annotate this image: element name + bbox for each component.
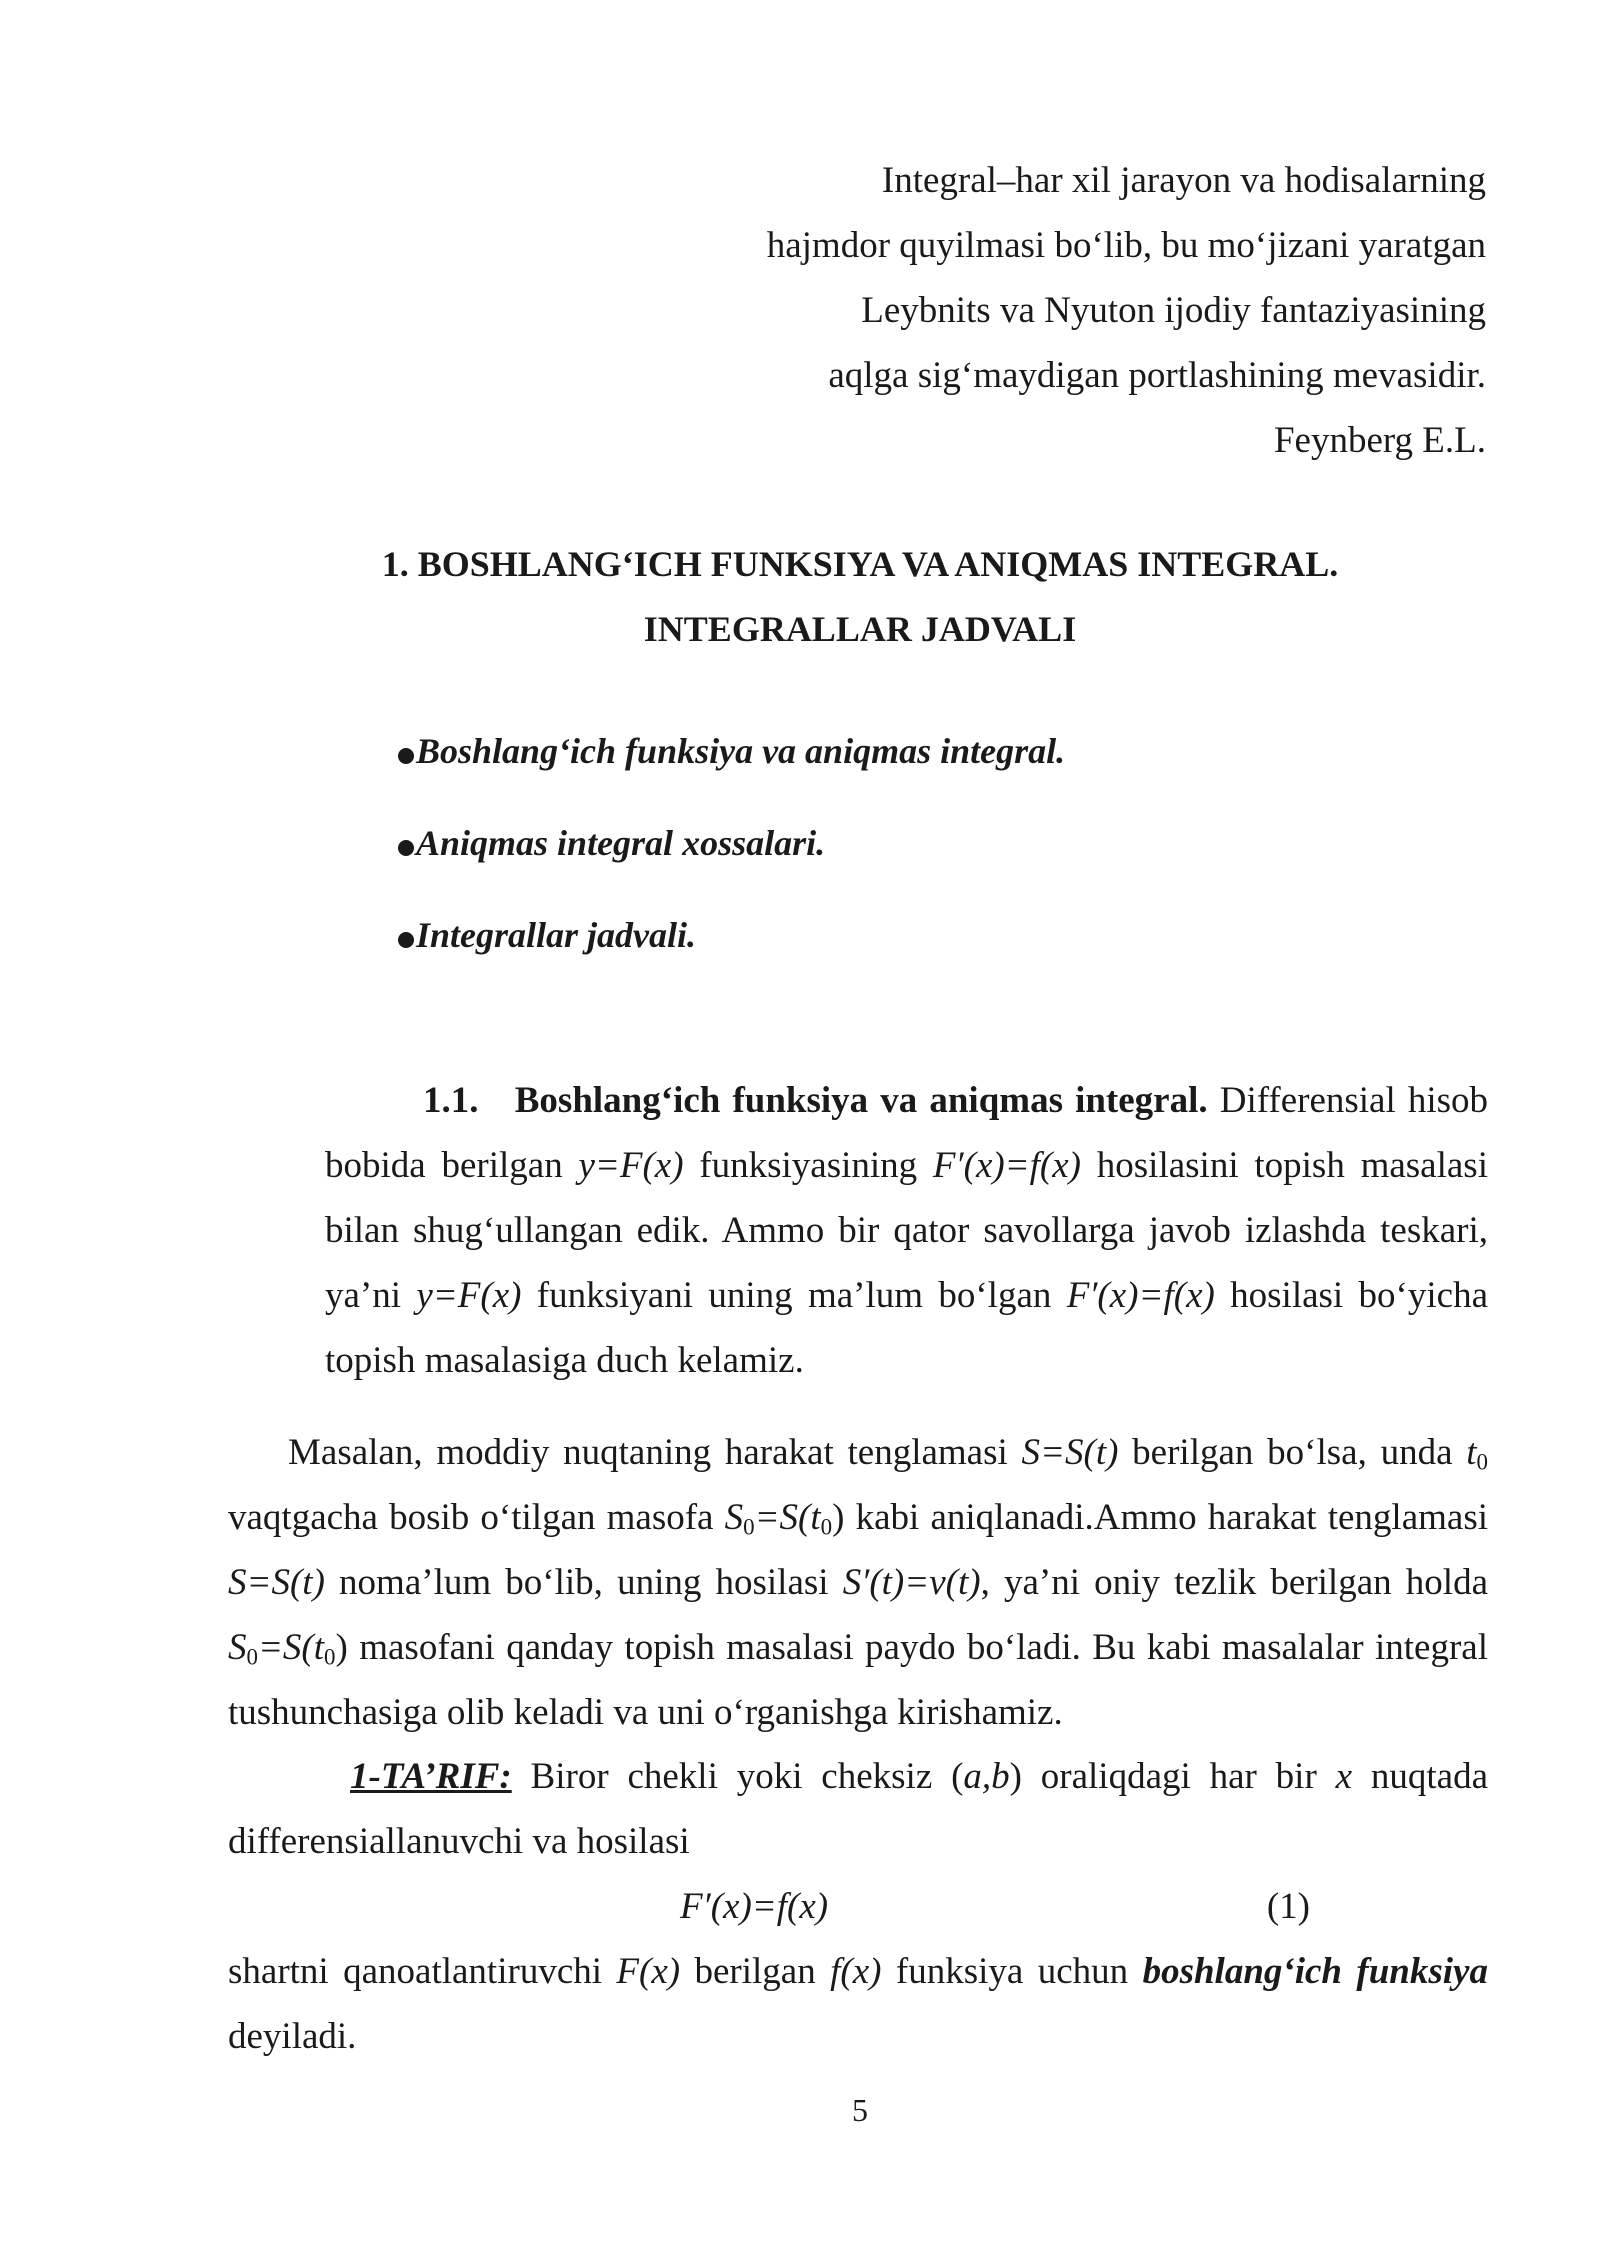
math-expr: F′(x)=f(x) bbox=[932, 1145, 1081, 1186]
defined-term: funksiya bbox=[1356, 1951, 1488, 1992]
text-run: vaqtgacha bosib o‘tilgan masofa bbox=[228, 1497, 725, 1538]
section-number: 1.1. bbox=[423, 1080, 479, 1121]
math-expr: ) bbox=[832, 1497, 845, 1538]
math-expr: a,b bbox=[963, 1756, 1010, 1797]
math-var: S bbox=[228, 1627, 247, 1668]
math-var: x bbox=[1335, 1756, 1353, 1797]
section-intro-paragraph bbox=[325, 1068, 1488, 1393]
text-run: ) oraliqdagi har bir bbox=[1009, 1756, 1336, 1797]
text-run: Biror chekli yoki cheksiz ( bbox=[511, 1756, 964, 1797]
bullet-dot-icon bbox=[398, 840, 414, 856]
body-paragraph bbox=[228, 1420, 1488, 1745]
topic-item bbox=[398, 822, 1065, 914]
math-expr: =S(t bbox=[257, 1627, 325, 1668]
chapter-title-line-2: INTEGRALLAR JADVALI bbox=[643, 609, 1077, 649]
page-number: 5 bbox=[852, 2092, 868, 2128]
epigraph-line: Leybnits va Nyuton ijodiy fantaziyasining bbox=[861, 290, 1486, 331]
defined-term: boshlang‘ich bbox=[1142, 1951, 1342, 1992]
bullet-dot-icon bbox=[398, 932, 414, 948]
topic-item bbox=[398, 914, 1065, 1006]
epigraph-author: Feynberg E.L. bbox=[1273, 420, 1486, 461]
text-run: noma’lum bo‘lib, uning hosilasi bbox=[324, 1562, 843, 1603]
text-run: funksiya uchun bbox=[881, 1951, 1143, 1992]
text-run: Differensial hisob bobida berilgan bbox=[325, 1080, 1489, 1186]
math-expr: S=S(t) bbox=[228, 1562, 325, 1603]
definition-conclusion bbox=[228, 1939, 1488, 2069]
topic-label: Aniqmas integral xossalari. bbox=[416, 823, 826, 863]
math-expr: =S(t bbox=[754, 1497, 821, 1538]
chapter-heading bbox=[0, 532, 1600, 662]
text-run: kabi aniqlanadi.Ammo harakat tenglamasi bbox=[844, 1497, 1488, 1538]
topic-label: Integrallar jadvali. bbox=[416, 915, 697, 955]
text-run: berilgan bo‘lsa, unda bbox=[1118, 1432, 1467, 1473]
topic-item bbox=[398, 730, 1065, 822]
math-subscript: 0 bbox=[820, 1514, 833, 1540]
text-run: berilgan bbox=[680, 1951, 831, 1992]
epigraph-line: Integral–har xil jarayon va hodisalarning bbox=[881, 160, 1486, 201]
display-formula bbox=[0, 1874, 1600, 1939]
math-subscript: 0 bbox=[743, 1514, 755, 1540]
text-run: deyiladi. bbox=[228, 2016, 357, 2057]
formula-number: (1) bbox=[1266, 1886, 1310, 1927]
epigraph bbox=[767, 148, 1486, 473]
math-expr: ) bbox=[335, 1627, 348, 1668]
text-run: hosilasini topish masalasi bilan shug‘ullangan edik. Ammo bir qator savollarga javob izlashda teskari, ya’ni bbox=[325, 1145, 1488, 1316]
math-subscript: 0 bbox=[1476, 1449, 1488, 1475]
chapter-title-line-1: 1. BOSHLANG‘ICH FUNKSIYA VA ANIQMAS INTEGRAL. bbox=[381, 544, 1339, 584]
topic-list bbox=[398, 730, 1065, 1006]
definition-label: 1-TA’RIF: bbox=[350, 1756, 512, 1797]
math-expr: S=S(t) bbox=[1021, 1432, 1119, 1473]
text-run: Masalan, moddiy nuqtaning harakat tenglamasi bbox=[288, 1432, 1022, 1473]
definition-paragraph bbox=[228, 1744, 1488, 1874]
math-expr: F′(x)=f(x) bbox=[1066, 1275, 1215, 1316]
math-expr: S′(t)=v(t) bbox=[842, 1562, 981, 1603]
text-run: shartni qanoatlantiruvchi bbox=[228, 1951, 617, 1992]
math-expr: f(x) bbox=[830, 1951, 882, 1992]
text-run: masofani qanday topish masalasi paydo bo‘ladi. Bu kabi masalalar integral tushunchasiga olib keladi va uni o‘rganishga kirishamiz. bbox=[228, 1627, 1488, 1733]
text-run: funksiyani uning ma’lum bo‘lgan bbox=[521, 1275, 1067, 1316]
math-expr: y=F(x) bbox=[578, 1145, 684, 1186]
math-subscript: 0 bbox=[246, 1644, 258, 1670]
math-subscript: 0 bbox=[324, 1644, 336, 1670]
bullet-dot-icon bbox=[398, 748, 414, 764]
formula-expression: F′(x)=f(x) bbox=[680, 1886, 829, 1927]
text-run: , ya’ni oniy tezlik berilgan holda bbox=[980, 1562, 1488, 1603]
math-expr: y=F(x) bbox=[416, 1275, 522, 1316]
topic-label: Boshlang‘ich funksiya va aniqmas integral. bbox=[416, 731, 1066, 771]
text-run: hosilasi bo‘yicha topish masalasiga duch kelamiz. bbox=[325, 1275, 1488, 1381]
epigraph-line: aqlga sig‘maydigan portlashining mevasidir. bbox=[828, 355, 1486, 396]
math-var: S bbox=[724, 1497, 744, 1538]
math-expr: F(x) bbox=[616, 1951, 681, 1992]
text-run: nuqtada differensiallanuvchi va hosilasi bbox=[228, 1756, 1488, 1862]
text-run: funksiyasining bbox=[683, 1145, 933, 1186]
epigraph-line: hajmdor quyilmasi bo‘lib, bu mo‘jizani yaratgan bbox=[766, 225, 1486, 266]
section-title: Boshlang‘ich funksiya va aniqmas integral. bbox=[514, 1080, 1208, 1121]
math-var: t bbox=[1466, 1432, 1477, 1473]
